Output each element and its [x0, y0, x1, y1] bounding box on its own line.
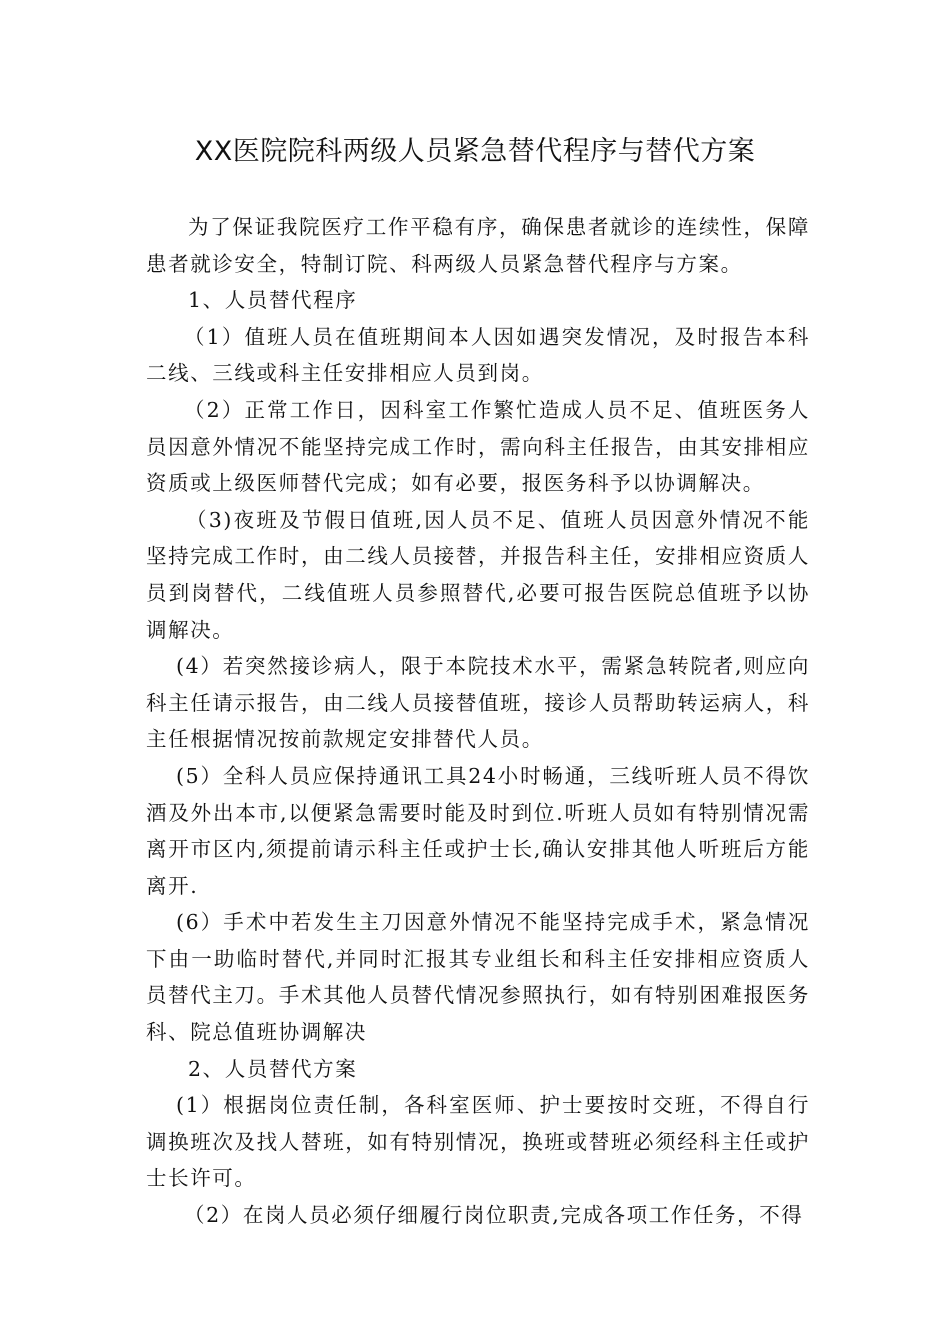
section-heading-replacement-plan: 2、人员替代方案 [188, 1056, 358, 1081]
document-title: XX医院院科两级人员紧急替代程序与替代方案 [194, 136, 756, 167]
procedure-item-5: (5）全科人员应保持通讯工具24小时畅通，三线听班人员不得饮酒及外出本市,以便紧急需要时能及时到位.听班人员如有特别情况需离开市区内,须提前请示科主任或护士长,确认安排其他人听班后方能离开. [146, 763, 810, 898]
procedure-item-4: (4）若突然接诊病人，限于本院技术水平，需紧急转院者,则应向科主任请示报告，由二线人员接替值班，接诊人员帮助转运病人，科主任根据情况按前款规定安排替代人员。 [146, 654, 810, 752]
intro-paragraph: 为了保证我院医疗工作平稳有序，确保患者就诊的连续性，保障患者就诊安全，特制订院、科两级人员紧急替代程序与方案。 [146, 215, 810, 276]
procedure-item-2: （2）正常工作日，因科室工作繁忙造成人员不足、值班医务人员因意外情况不能坚持完成工作时，需向科主任报告，由其安排相应资质或上级医师替代完成；如有必要，报医务科予以协调解决。 [146, 397, 810, 496]
document-body [146, 209, 810, 1234]
plan-item-2: （2）在岗人员必须仔细履行岗位职责,完成各项工作任务，不得 [184, 1203, 804, 1228]
procedure-item-6: (6）手术中若发生主刀因意外情况不能坚持完成手术，紧急情况下由一助临时替代,并同时汇报其专业组长和科主任安排相应资质人员替代主刀。手术其他人员替代情况参照执行，如有特别困难报医务科、院总值班协调解决 [146, 910, 810, 1045]
procedure-item-1: （1）值班人员在值班期间本人因如遇突发情况，及时报告本科二线、三线或科主任安排相应人员到岗。 [146, 324, 810, 386]
plan-item-1: (1）根据岗位责任制，各科室医师、护士要按时交班，不得自行调换班次及找人替班，如有特别情况，换班或替班必须经科主任或护士长许可。 [146, 1093, 810, 1191]
procedure-item-3: （3)夜班及节假日值班,因人员不足、值班人员因意外情况不能坚持完成工作时，由二线人员接替，并报告科主任，安排相应资质人员到岗替代，二线值班人员参照替代,必要可报告医院总值班予以协调解决。 [146, 507, 810, 642]
section-heading-replacement-procedure: 1、人员替代程序 [188, 288, 358, 313]
